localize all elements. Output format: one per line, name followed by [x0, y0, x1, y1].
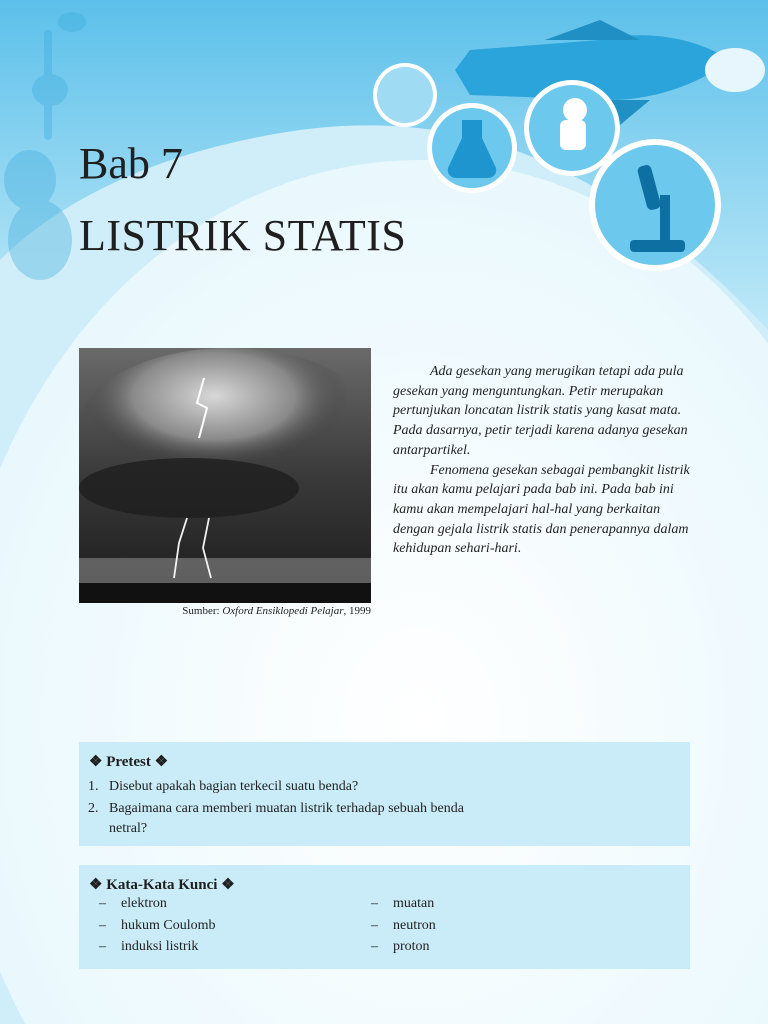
pretest-question [88, 777, 358, 797]
flask-circle-illustration [427, 103, 517, 193]
caption-source: Oxford Ensiklopedi Pelajar [222, 605, 344, 617]
keyword-item [371, 918, 436, 934]
keyword-item [99, 918, 216, 934]
keywords-title: ❖ Kata-Kata Kunci ❖ [89, 877, 235, 893]
keyword-text: hukum Coulomb [121, 918, 216, 933]
photo-caption [79, 605, 371, 617]
pretest-box [79, 742, 690, 846]
question-text-continued: netral? [109, 821, 148, 836]
keywords-box [79, 865, 690, 969]
chapter-title: LISTRIK STATIS [79, 211, 407, 260]
question-number: 1. [88, 779, 99, 794]
pretest-question [88, 799, 464, 839]
microscope-circle-illustration [589, 139, 721, 271]
keyword-item [99, 896, 167, 912]
keyword-text: muatan [393, 896, 435, 911]
question-number: 2. [88, 801, 99, 816]
keyword-item [99, 939, 198, 955]
keyword-dash: – [371, 918, 378, 933]
keyword-dash: – [99, 918, 106, 933]
keyword-item [371, 896, 434, 912]
chapter-number: Bab 7 [79, 139, 183, 188]
keyword-dash: – [99, 939, 106, 954]
question-text: Disebut apakah bagian terkecil suatu benda? [109, 779, 359, 794]
keyword-dash: – [99, 896, 106, 911]
lightning-storm-photo [79, 348, 371, 603]
pretest-title: ❖ Pretest ❖ [89, 754, 169, 770]
keyword-dash: – [371, 939, 378, 954]
chapter-introduction [393, 362, 691, 559]
keyword-item [371, 939, 430, 955]
keyword-text: neutron [393, 918, 436, 933]
keyword-dash: – [371, 896, 378, 911]
caption-year: , 1999 [343, 605, 371, 617]
intro-paragraph: Fenomena gesekan sebagai pembangkit listrik itu akan kamu pelajari pada bab ini. Pada bab ini kamu akan mempelajari hal-hal yang berkaitan dengan gejala listrik statis dan penerapannya dalam kehidupan sehari-hari. [393, 462, 690, 557]
keyword-text: elektron [121, 896, 167, 911]
intro-paragraph: Ada gesekan yang merugikan tetapi ada pula gesekan yang menguntungkan. Petir merupakan pertunjukan loncatan listrik statis yang kasat mata. Pada dasarnya, petir terjadi karena adanya gesekan antarpartikel. [393, 364, 688, 458]
keyword-text: induksi listrik [121, 939, 199, 954]
caption-prefix: Sumber: [182, 605, 223, 617]
keyword-text: proton [393, 939, 430, 954]
question-text: Bagaimana cara memberi muatan listrik terhadap sebuah benda [109, 801, 464, 816]
